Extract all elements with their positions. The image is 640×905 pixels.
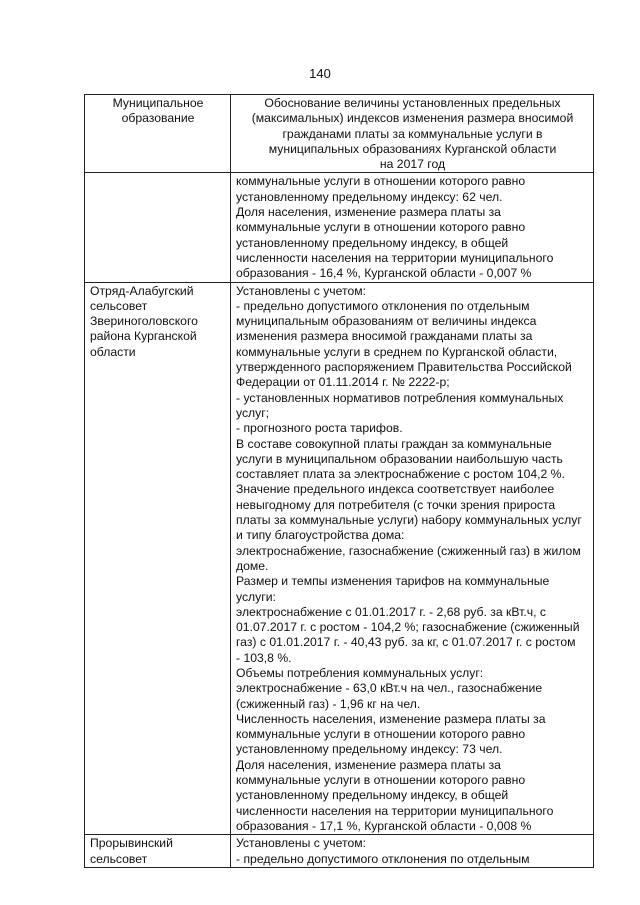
justification-line: коммунальные услуги в отношении которого равно [236, 174, 526, 189]
justification-line: В составе совокупной платы граждан за коммунальные [236, 436, 552, 451]
justification-line: изменения размера вносимой гражданами платы за [236, 329, 533, 344]
justification-line: услуги в муниципальном образовании наибольшую часть [236, 451, 563, 466]
justification-line: установленному предельному индексу, в общей [236, 235, 509, 250]
justification-line: утвержденного распоряжением Правительства Российской [236, 360, 572, 375]
justification-line: образования - 17,1 %, Курганской области - 0,008 % [236, 818, 532, 833]
justification-line: Доля населения, изменение размера платы за [236, 757, 501, 772]
municipality-cell [85, 173, 231, 282]
justification-line: установленному предельному индексу: 62 чел. [236, 189, 503, 204]
municipality-name-line: Отряд-Алабугский [90, 283, 194, 298]
justification-line: - прогнозного роста тарифов. [236, 421, 403, 436]
municipality-name-line: сельсовет [90, 298, 148, 313]
justification-line: и типу благоустройства дома: [236, 528, 405, 543]
justification-line: - установленных нормативов потребления коммунальных [236, 390, 564, 405]
justification-line: электроснабжение, газоснабжение (сжиженный газ) в жилом [236, 543, 581, 558]
table-header-row [85, 95, 594, 173]
justification-line: коммунальные услуги в отношении которого равно [236, 220, 526, 235]
table-row [85, 282, 594, 835]
header-line: муниципальных образованиях Курганской области [268, 141, 557, 156]
justification-line: Федерации от 01.11.2014 г. № 2222-р; [236, 375, 450, 390]
justification-line: (сжиженный газ) - 1,96 кг на чел. [236, 696, 421, 711]
justification-line: - предельно допустимого отклонения по отдельным [236, 298, 530, 313]
justification-line: образования - 16,4 %, Курганской области - 0,007 % [236, 266, 532, 281]
justification-line: Размер и темпы изменения тарифов на коммунальные [236, 574, 550, 589]
justification-line: Численность населения, изменение размера платы за [236, 711, 546, 726]
justification-cell [231, 282, 594, 835]
justification-line: Доля населения, изменение размера платы за [236, 205, 501, 220]
header-line: (максимальных) индексов изменения размера вносимой [251, 111, 574, 126]
justification-line: - 103,8 %. [236, 650, 292, 665]
justification-line: невыгодному для потребителя (с точки зрения прироста [236, 497, 556, 512]
municipality-name-line: Прорывинский [90, 836, 173, 851]
header-line: на 2017 год [379, 157, 446, 172]
page-number: 140 [309, 66, 331, 81]
municipality-cell [85, 282, 231, 835]
header-line: гражданами платы за коммунальные услуги в [282, 126, 543, 141]
justification-line: установленному предельному индексу, в общей [236, 788, 509, 803]
justification-line: Значение предельного индекса соответствует наиболее [236, 482, 555, 497]
municipality-name-line: сельсовет [90, 851, 148, 866]
justification-line: электроснабжение с 01.01.2017 г. - 2,68 руб. за кВт.ч, с [236, 604, 546, 619]
justification-line: доме. [236, 558, 269, 573]
justification-line: газ) с 01.01.2017 г. - 40,43 руб. за кг, с 01.07.2017 г. с ростом [236, 635, 576, 650]
header-municipality [85, 95, 231, 173]
justification-line: - предельно допустимого отклонения по отдельным [236, 851, 530, 866]
justification-line: муниципальным образованиям от величины индекса [236, 314, 537, 329]
justification-line: коммунальные услуги в отношении которого равно [236, 773, 526, 788]
header-line: Муниципальное [112, 96, 204, 110]
justification-line: услуги: [236, 589, 276, 604]
justification-line: численности населения на территории муниципального [236, 250, 554, 265]
justification-line: коммунальные услуги в среднем по Курганской области, [236, 344, 558, 359]
justification-line: услуг; [236, 405, 270, 420]
justification-line: 01.07.2017 г. с ростом - 104,2 %; газоснабжение (сжиженный [236, 620, 580, 635]
justification-line: электроснабжение - 63,0 кВт.ч на чел., газоснабжение [236, 681, 543, 696]
justification-cell [231, 835, 594, 868]
justification-line: коммунальные услуги в отношении которого равно [236, 727, 526, 742]
municipality-name-line: района Курганской [90, 329, 197, 344]
justification-line: составляет плата за электроснабжение с ростом 104,2 %. [236, 467, 565, 482]
justification-line: установленному предельному индексу: 73 чел. [236, 742, 503, 757]
table-row [85, 835, 594, 868]
justification-line: Установлены с учетом: [236, 836, 366, 851]
table-row [85, 173, 594, 282]
justification-line: Объемы потребления коммунальных услуг: [236, 665, 484, 680]
justification-cell [231, 173, 594, 282]
tariff-table [84, 94, 594, 868]
justification-line: платы за коммунальные услуги) набору коммунальных услуг [236, 513, 582, 528]
header-line: Обоснование величины установленных предельных [264, 96, 561, 110]
justification-line: Установлены с учетом: [236, 283, 366, 298]
municipality-name-line: области [90, 344, 136, 359]
justification-line: численности населения на территории муниципального [236, 803, 554, 818]
municipality-name-line: Звериноголовского [90, 314, 198, 329]
header-line: образование [121, 111, 195, 126]
municipality-cell [85, 835, 231, 868]
header-justification [231, 95, 594, 173]
